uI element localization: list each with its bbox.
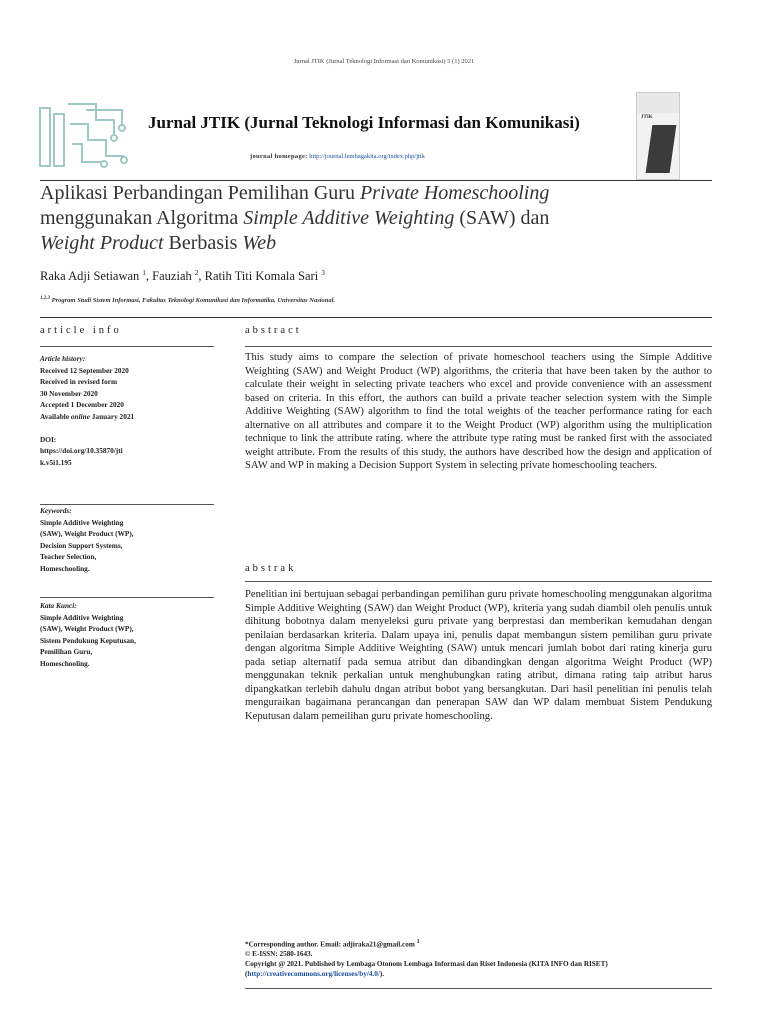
article-info-rule <box>40 346 214 347</box>
abstrak-text: Penelitian ini bertujuan sebagai perbandingan pemilihan guru private homeschooling menggunakan algoritma Simple Additive Weighting (SAW) dan Weight Product (WP), kriteria yang sudah diambil oleh penulis untuk dihitung bobotnya dalam menyeleksi guru private yang berprestasi dan memberikan kemudahan dengan penilaian berdasarkan kriteria. Dalam upaya ini, penulis dapat membangun sistem pemilihan guru private dengan algoritma Simple Additive Weighting (SAW) untuk mencari jumlah bobot dari rating kinerja guru pada setiap alternatif pada semua atribut dan dibandingkan dengan algoritma Weight Product (WP) menggunakan teknik perkalian untuk menghubungkan rating atribut, dimana rating taip atribut harus dipangkatkan terlebih dahulu dngan atribut bobot yang bersangkutan. Dari hasil penelitian ini penulis telah menguraikan bagaimana perancangan dan penerapan SAW dan WP dalam membuat Sistem Pendukung Keputusan dalam pemeilihan guru private homeschooling. <box>245 589 712 722</box>
section-rule <box>40 317 712 318</box>
kata-kunci-line: Pemilihan Guru, <box>40 647 93 657</box>
corresponding-mark: 1 <box>416 939 420 945</box>
author-name: Raka Adji Setiawan <box>40 269 143 284</box>
abstrak-heading: abstrak <box>245 563 297 574</box>
keyword-line: Teacher Selection, <box>40 552 97 562</box>
title-text: Aplikasi Perbandingan Pemilihan Guru <box>40 182 360 204</box>
author-name: , Fauziah <box>145 269 195 284</box>
author-name: , Ratih Titi Komala Sari <box>198 269 322 284</box>
revised-label: Received in revised form <box>40 377 118 387</box>
corresponding-text: *Corresponding author. Email: adjiraka21@gmail.com <box>245 940 417 949</box>
footer-rule <box>245 988 712 989</box>
journal-title: Jurnal JTIK (Jurnal Teknologi Informasi dan Komunikasi) <box>148 113 580 132</box>
title-text: Berbasis <box>163 232 243 254</box>
title-text: menggunakan Algoritma <box>40 207 244 229</box>
license-link[interactable]: http://creativecommons.org/licenses/by/4.0/ <box>247 970 380 979</box>
keyword-line: (SAW), Weight Product (WP), <box>40 529 134 539</box>
available-date <box>40 411 218 423</box>
history-label: Article history: <box>40 354 86 363</box>
accepted-date: Accepted 1 December 2020 <box>40 400 124 410</box>
doi-link[interactable] <box>40 445 218 468</box>
kata-kunci-block <box>40 600 218 670</box>
author-list <box>40 269 325 284</box>
available-online: online <box>70 411 90 421</box>
affiliation-text: Program Studi Sistem Informasi, Fakultas Teknologi Komunikasi dan Informatika, Universitas Nasional. <box>50 297 336 305</box>
title-text: (SAW) dan <box>454 207 550 229</box>
homepage-label: journal homepage: <box>250 153 308 160</box>
journal-homepage <box>250 153 425 160</box>
title-italic: Simple Additive Weighting <box>243 207 455 229</box>
available-text: Available <box>40 411 71 421</box>
abstrak-rule <box>245 581 712 582</box>
keyword-line: Homeschooling. <box>40 563 90 573</box>
title-italic: Private Homeschooling <box>359 182 550 204</box>
corresponding-author <box>245 937 715 949</box>
keyword-line: Decision Support Systems, <box>40 540 123 550</box>
license <box>245 969 715 979</box>
kata-kunci-line: Simple Additive Weighting <box>40 612 124 622</box>
license-paren: ). <box>379 970 385 979</box>
article-info-heading: article info <box>40 325 122 336</box>
author-affiliation-mark: 2 <box>194 269 199 277</box>
revised-date: 30 November 2020 <box>40 388 98 398</box>
author-affiliation-mark: 3 <box>321 269 325 277</box>
kata-kunci-label: Kata Kunci: <box>40 601 77 610</box>
footer-notes <box>245 937 715 979</box>
kata-kunci-line: Homeschooling. <box>40 658 90 668</box>
article-history <box>40 353 218 468</box>
doi-link-part[interactable]: k.v5i1.195 <box>40 457 72 467</box>
abstract-heading: abstract <box>245 325 302 336</box>
author-affiliation-mark: 1 <box>142 269 146 277</box>
available-text: January 2021 <box>89 411 135 421</box>
kata-kunci-line: (SAW), Weight Product (WP), <box>40 624 134 634</box>
doi-label: DOI: <box>40 434 57 444</box>
keyword-line: Simple Additive Weighting <box>40 517 124 527</box>
running-head: Jurnal JTIK (Jurnal Teknologi Informasi dan Komunikasi) 5 (1) 2021 <box>293 58 475 65</box>
eissn: © E-ISSN: 2580-1643. <box>245 950 313 959</box>
copyright: Copyright @ 2021. Published by Lembaga Otonom Lembaga Informasi dan Riset Indonesia (KITA INFO dan RISET) <box>245 960 608 969</box>
affiliation <box>40 296 335 304</box>
kata-kunci-line: Sistem Pendukung Keputusan, <box>40 635 136 645</box>
cover-label: JTIK <box>641 115 653 120</box>
doi-link-part[interactable]: https://doi.org/10.35870/jti <box>40 446 123 456</box>
homepage-link[interactable]: http://journal.lembagakita.org/index.php/jtik <box>309 153 425 160</box>
abstract-text: This study aims to compare the selection of private homeschool teachers using the Simple Additive Weighting (SAW) and Weight Product (WP) algorithms, the criteria that have been taken by the author to calculate their weight in selecting private teachers who excel and provide convenience with an assessment based on criteria. In this effort, the authors can build a private teacher selection system with the Simple Additive Weighting (SAW) algorithm to find the total weights of the teacher performance rating for each alternative on all attributes and compare it to the Weight Product (WP) algorithm using the multiplication technique to link the attribute rating. where the attribute type rating must be ranked first with the associated weight attribute. From the results of this study, the authors have described how the design and application of SAW and WP in making a Decision Support System in selecting private homeschooling teachers. <box>245 352 712 471</box>
keywords-block <box>40 505 218 575</box>
title-italic: Weight Product <box>40 232 164 254</box>
affiliation-mark: 1,2,3 <box>40 296 50 301</box>
license-paren: ( <box>245 970 248 979</box>
journal-cover-thumbnail <box>636 92 680 180</box>
abstract-rule <box>245 346 712 347</box>
kata-kunci-rule <box>40 597 214 598</box>
paper-title <box>40 181 690 256</box>
keywords-label: Keywords: <box>40 506 72 515</box>
title-italic: Web <box>242 232 277 254</box>
journal-logo <box>36 100 132 174</box>
received-date: Received 12 September 2020 <box>40 365 129 375</box>
